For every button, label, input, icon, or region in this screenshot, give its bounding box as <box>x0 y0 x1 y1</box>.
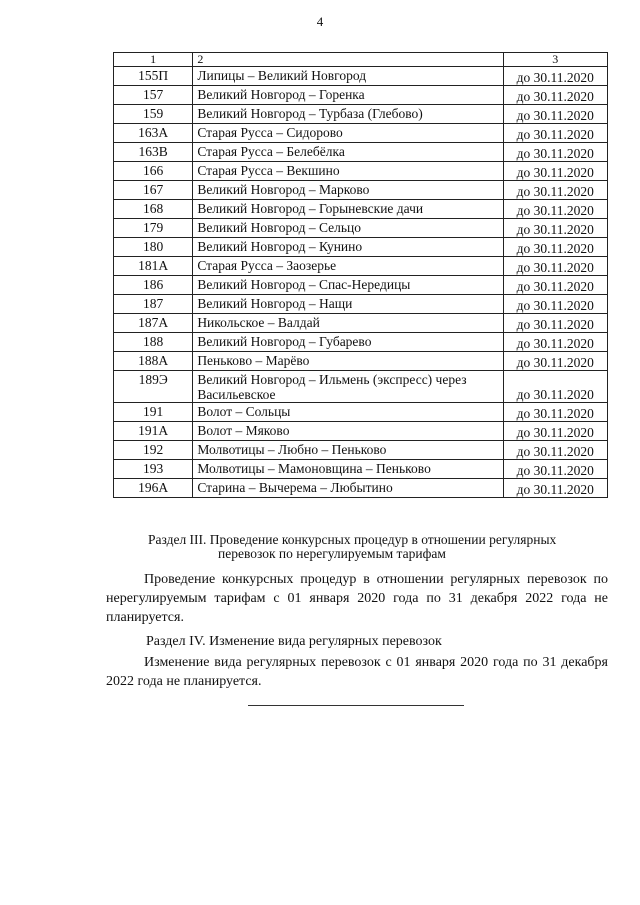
table-row <box>114 479 608 498</box>
route-term-cell: до 30.11.2020 <box>503 352 607 371</box>
route-number-cell: 181А <box>114 257 193 276</box>
table-row <box>114 105 608 124</box>
route-term-cell: до 30.11.2020 <box>503 403 607 422</box>
table-row <box>114 181 608 200</box>
routes-table-body <box>114 67 608 498</box>
section-3-text: Проведение конкурсных процедур в отношении регулярных перевозок по нерегулируемым тарифам с 01 января 2020 года по 31 декабря 2022 года не планируется. <box>106 572 608 625</box>
table-row <box>114 333 608 352</box>
route-term-cell: до 30.11.2020 <box>503 460 607 479</box>
section-3-title-line-1: Раздел III. Проведение конкурсных процедур в отношении регулярных <box>148 532 557 547</box>
route-number-cell: 168 <box>114 200 193 219</box>
route-number-cell: 163А <box>114 124 193 143</box>
column-header-3: 3 <box>503 53 607 67</box>
route-number-cell: 192 <box>114 441 193 460</box>
route-name-cell: Великий Новгород – Марково <box>193 181 503 200</box>
section-4-text: Изменение вида регулярных перевозок с 01 января 2020 года по 31 декабря 2022 года не планируется. <box>106 655 608 689</box>
route-number-cell: 166 <box>114 162 193 181</box>
column-header-2: 2 <box>193 53 503 67</box>
route-number-cell: 193 <box>114 460 193 479</box>
route-term-cell: до 30.11.2020 <box>503 67 607 86</box>
route-name-cell: Великий Новгород – Спас-Нередицы <box>193 276 503 295</box>
table-row <box>114 257 608 276</box>
route-number-cell: 196А <box>114 479 193 498</box>
route-number-cell: 163В <box>114 143 193 162</box>
section-3-paragraph <box>106 570 608 627</box>
route-name-cell: Старая Русса – Сидорово <box>193 124 503 143</box>
route-number-cell: 157 <box>114 86 193 105</box>
route-number-cell: 180 <box>114 238 193 257</box>
route-term-cell: до 30.11.2020 <box>503 124 607 143</box>
route-term-cell: до 30.11.2020 <box>503 219 607 238</box>
table-header-row <box>114 53 608 67</box>
route-term-cell: до 30.11.2020 <box>503 314 607 333</box>
route-term-cell: до 30.11.2020 <box>503 333 607 352</box>
route-number-cell: 187 <box>114 295 193 314</box>
route-term-cell: до 30.11.2020 <box>503 238 607 257</box>
route-term-cell: до 30.11.2020 <box>503 200 607 219</box>
route-number-cell: 189Э <box>114 371 193 403</box>
table-row <box>114 124 608 143</box>
route-name-cell: Великий Новгород – Нащи <box>193 295 503 314</box>
closing-rule <box>248 705 464 706</box>
column-header-1: 1 <box>114 53 193 67</box>
route-name-cell: Липицы – Великий Новгород <box>193 67 503 86</box>
route-name-cell: Старая Русса – Заозерье <box>193 257 503 276</box>
route-term-cell: до 30.11.2020 <box>503 143 607 162</box>
route-term-cell: до 30.11.2020 <box>503 257 607 276</box>
route-name-cell: Молвотицы – Любно – Пеньково <box>193 441 503 460</box>
route-term-cell: до 30.11.2020 <box>503 422 607 441</box>
route-number-cell: 179 <box>114 219 193 238</box>
route-name-cell: Никольское – Валдай <box>193 314 503 333</box>
route-number-cell: 186 <box>114 276 193 295</box>
route-term-cell: до 30.11.2020 <box>503 479 607 498</box>
route-term-cell: до 30.11.2020 <box>503 295 607 314</box>
routes-table <box>113 52 608 498</box>
table-row <box>114 352 608 371</box>
route-term-cell: до 30.11.2020 <box>503 181 607 200</box>
route-name-cell: Старая Русса – Белебёлка <box>193 143 503 162</box>
table-row <box>114 403 608 422</box>
table-row <box>114 441 608 460</box>
table-row <box>114 219 608 238</box>
section-3-title-line-2: перевозок по нерегулируемым тарифам <box>218 546 446 561</box>
table-row <box>114 200 608 219</box>
table-row <box>114 295 608 314</box>
route-name-cell: Старая Русса – Векшино <box>193 162 503 181</box>
route-name-cell: Великий Новгород – Губарево <box>193 333 503 352</box>
route-term-cell: до 30.11.2020 <box>503 86 607 105</box>
section-3-title <box>148 533 608 561</box>
route-name-cell: Пеньково – Марёво <box>193 352 503 371</box>
route-name-cell: Великий Новгород – Ильмень (экспресс) через Васильевское <box>193 371 503 403</box>
route-term-cell: до 30.11.2020 <box>503 441 607 460</box>
table-row <box>114 162 608 181</box>
route-term-cell: до 30.11.2020 <box>503 105 607 124</box>
route-name-cell: Старина – Вычерема – Любытино <box>193 479 503 498</box>
table-row <box>114 143 608 162</box>
route-number-cell: 155П <box>114 67 193 86</box>
route-number-cell: 188А <box>114 352 193 371</box>
route-name-cell: Великий Новгород – Сельцо <box>193 219 503 238</box>
page-number: 4 <box>316 14 324 29</box>
table-row <box>114 86 608 105</box>
route-term-cell: до 30.11.2020 <box>503 371 607 403</box>
route-name-cell: Великий Новгород – Горыневские дачи <box>193 200 503 219</box>
route-number-cell: 191 <box>114 403 193 422</box>
route-number-cell: 188 <box>114 333 193 352</box>
route-number-cell: 191А <box>114 422 193 441</box>
route-name-cell: Волот – Мяково <box>193 422 503 441</box>
table-row <box>114 422 608 441</box>
table-row <box>114 238 608 257</box>
table-row <box>114 371 608 403</box>
route-number-cell: 187А <box>114 314 193 333</box>
route-number-cell: 159 <box>114 105 193 124</box>
route-term-cell: до 30.11.2020 <box>503 276 607 295</box>
route-name-cell: Великий Новгород – Кунино <box>193 238 503 257</box>
route-name-cell: Молвотицы – Мамоновщина – Пеньково <box>193 460 503 479</box>
route-name-cell: Волот – Сольцы <box>193 403 503 422</box>
section-4-title: Раздел IV. Изменение вида регулярных перевозок <box>146 634 442 649</box>
route-number-cell: 167 <box>114 181 193 200</box>
section-4-paragraph <box>106 653 608 691</box>
route-term-cell: до 30.11.2020 <box>503 162 607 181</box>
table-row <box>114 276 608 295</box>
table-row <box>114 314 608 333</box>
route-name-cell: Великий Новгород – Горенка <box>193 86 503 105</box>
table-row <box>114 460 608 479</box>
table-row <box>114 67 608 86</box>
route-name-cell: Великий Новгород – Турбаза (Глебово) <box>193 105 503 124</box>
